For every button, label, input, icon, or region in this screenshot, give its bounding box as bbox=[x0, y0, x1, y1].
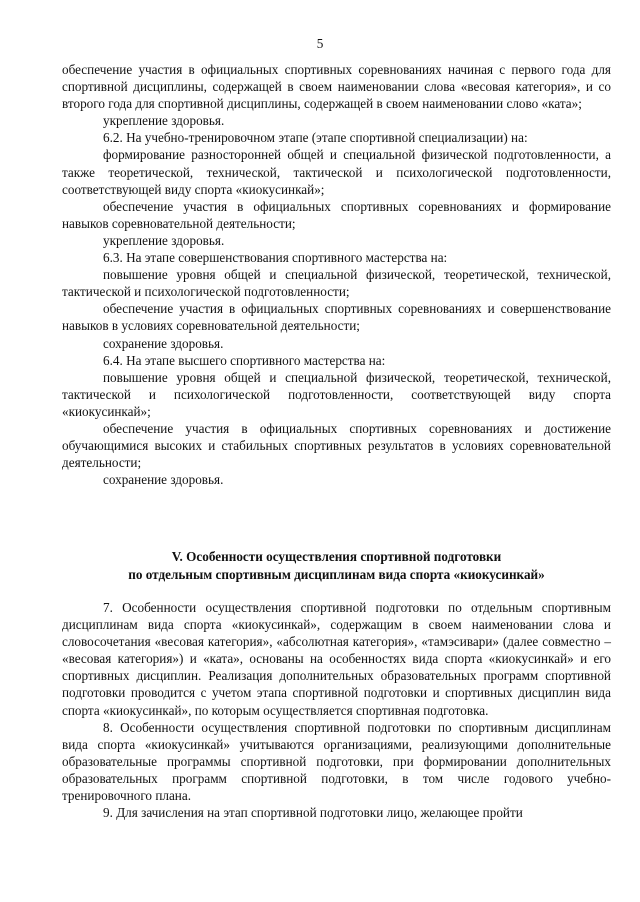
paragraph: обеспечение участия в официальных спортивных соревнованиях и достижение обучающимися высоких и стабильных спортивных результатов в условиях соревновательной деятельности; bbox=[62, 420, 611, 471]
paragraph: формирование разносторонней общей и специальной физической подготовленности, а также теоретической, технической, тактической и психологической подготовленности, соответствующей виду спорта «киокусинкай»; bbox=[62, 147, 611, 197]
paragraph: 6.4. На этапе высшего спортивного мастерства на: bbox=[103, 352, 386, 368]
page-number: 5 bbox=[316, 36, 324, 51]
paragraph: сохранение здоровья. bbox=[103, 472, 224, 488]
section-heading bbox=[62, 548, 611, 584]
section-6-text bbox=[62, 61, 611, 488]
paragraph: 6.2. На учебно-тренировочном этапе (этапе спортивной специализации) на: bbox=[103, 130, 528, 146]
section-v-text bbox=[62, 599, 611, 821]
paragraph: 6.3. На этапе совершенствования спортивного мастерства на: bbox=[103, 250, 448, 266]
paragraph: 8. Особенности осуществления спортивной подготовки по спортивным дисциплинам вида спорта «киокусинкай» учитываются организациями, реализующими дополнительные образовательные программы спортивной подготовки, при формировании дополнительных образовательных программ спортивной подготовки, в том числе годового учебно-тренировочного плана. bbox=[62, 719, 611, 804]
paragraph: 9. Для зачисления на этап спортивной подготовки лицо, желающее пройти bbox=[103, 805, 523, 821]
paragraph: обеспечение участия в официальных спортивных соревнованиях и совершенствование навыков в условиях соревновательной деятельности; bbox=[62, 301, 611, 334]
paragraph: обеспечение участия в официальных спортивных соревнованиях начиная с первого года для спортивной дисциплины, содержащей в своем наименовании слова «весовая категория», и со второго года для спортивной дисциплины, содержащей в своем наименовании слово «ката»; bbox=[62, 62, 611, 112]
paragraph: 7. Особенности осуществления спортивной подготовки по отдельным спортивным дисциплинам вида спорта «киокусинкай», содержащим в своем наименовании слова и словосочетания «весовая категория», «абсолютная категория», «тамэсивари» (далее совместно – «весовая категория») и «ката», основаны на особенностях вида спорта «киокусинкай» и его спортивных дисциплин. Реализация дополнительных образовательных программ спортивной подготовки проводится с учетом этапа спортивной подготовки и спортивных дисциплин вида спорта «киокусинкай», по которым осуществляется спортивная подготовка. bbox=[62, 600, 611, 718]
paragraph: укрепление здоровья. bbox=[103, 232, 225, 248]
paragraph: повышение уровня общей и специальной физической, теоретической, технической, тактической и психологической подготовленности; bbox=[62, 267, 611, 300]
section-heading-line: по отдельным спортивным дисциплинам вида спорта «киокусинкай» bbox=[128, 567, 545, 582]
paragraph: повышение уровня общей и специальной физической, теоретической, технической, тактической и психологической подготовленности, соответствующей виду спорта «киокусинкай»; bbox=[62, 369, 611, 419]
paragraph: сохранение здоровья. bbox=[103, 335, 224, 351]
section-heading-line: V. Особенности осуществления спортивной подготовки bbox=[171, 549, 502, 564]
paragraph: укрепление здоровья. bbox=[103, 113, 225, 129]
paragraph: обеспечение участия в официальных спортивных соревнованиях и формирование навыков соревновательной деятельности; bbox=[62, 198, 611, 231]
